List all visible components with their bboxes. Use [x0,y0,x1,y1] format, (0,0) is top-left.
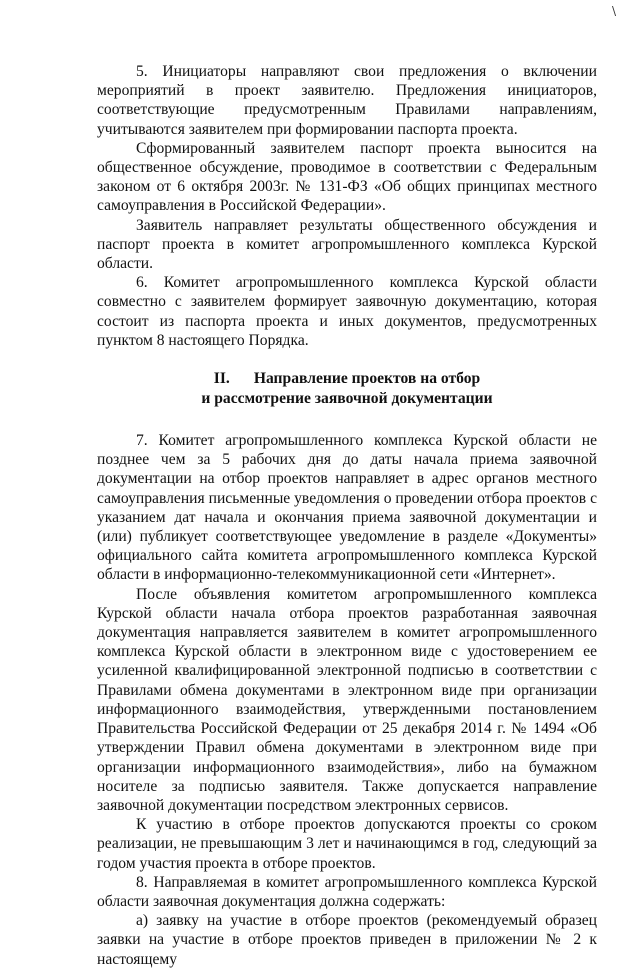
paragraph-results-submission: Заявитель направляет результаты общественного обсуждения и паспорт проекта в комитет агропромышленного комплекса Курской области. [97,216,597,273]
paragraph-7: 7. Комитет агропромышленного комплекса Курской области не позднее чем за 5 рабочих дня до даты начала приема заявочной документации на отбор проектов направляет в адрес органов местного самоуправления письменные уведомления о проведении отбора проектов с указанием дат начала и окончания приема заявочной документации и (или) публикует соответствующее уведомление в разделе «Документы» официального сайта комитета агропромышленного комплекса Курской области в информационно-телекоммуникационной сети «Интернет». [97,432,597,584]
section-heading [97,369,597,409]
section-title-line2: и рассмотрение заявочной документации [201,390,493,408]
paragraph-8a: а) заявку на участие в отборе проектов (рекомендуемый образец заявки на участие в отборе проектов приведен в приложении № 2 к настоящему [97,912,597,968]
section-number: II. [213,370,230,388]
paragraph-8: 8. Направляемая в комитет агропромышленного комплекса Курской области заявочная документация должна содержать: [97,873,597,910]
paragraph-after-announcement: После объявления комитетом агропромышленного комплекса Курской области начала отбора проектов разработанная заявочная документация направляется заявителем в комитет агропромышленного комплекса Курской области в электронном виде с удостоверением ее усиленной квалифицированной электронной подписью в соответствии с Правилами обмена документами в электронном виде при организации информационного взаимодействия, утвержденными постановлением Правительства Российской Федерации от 25 декабря 2014 г. № 1494 «Об утверждении Правил обмена документами в электронном виде при организации информационного взаимодействия», либо на бумажном носителе за подписью заявителя. Также допускается направление заявочной документации посредством электронных сервисов. [97,585,597,814]
paragraph-5: 5. Инициаторы направляют свои предложения о включении мероприятий в проект заявителю. Предложения инициаторов, соответствующие предусмотренным Правилами направлениям, учитываются заявителем при формировании паспорта проекта. [97,63,597,138]
section-title-line1: Направление проектов на отбор [253,370,481,388]
paragraph-passport-discussion: Сформированный заявителем паспорт проекта выносится на общественное обсуждение, проводимое в соответствии с Федеральным законом от 6 октября 2003г. № 131-ФЗ «Об общих принципах местного самоуправления в Российской Федерации». [97,139,597,215]
page-corner-mark: \ [612,4,617,18]
document-body [97,62,597,969]
section-heading-line1 [97,369,597,389]
paragraph-6: 6. Комитет агропромышленного комплекса Курской области совместно с заявителем формирует заявочную документацию, которая состоит из паспорта проекта и иных документов, предусмотренных пунктом 8 настоящего Порядка. [97,274,597,349]
paragraph-admission: К участию в отборе проектов допускаются проекты со сроком реализации, не превышающим 3 лет и начинающимся в год, следующий за годом участия проекта в отборе проектов. [97,816,597,872]
